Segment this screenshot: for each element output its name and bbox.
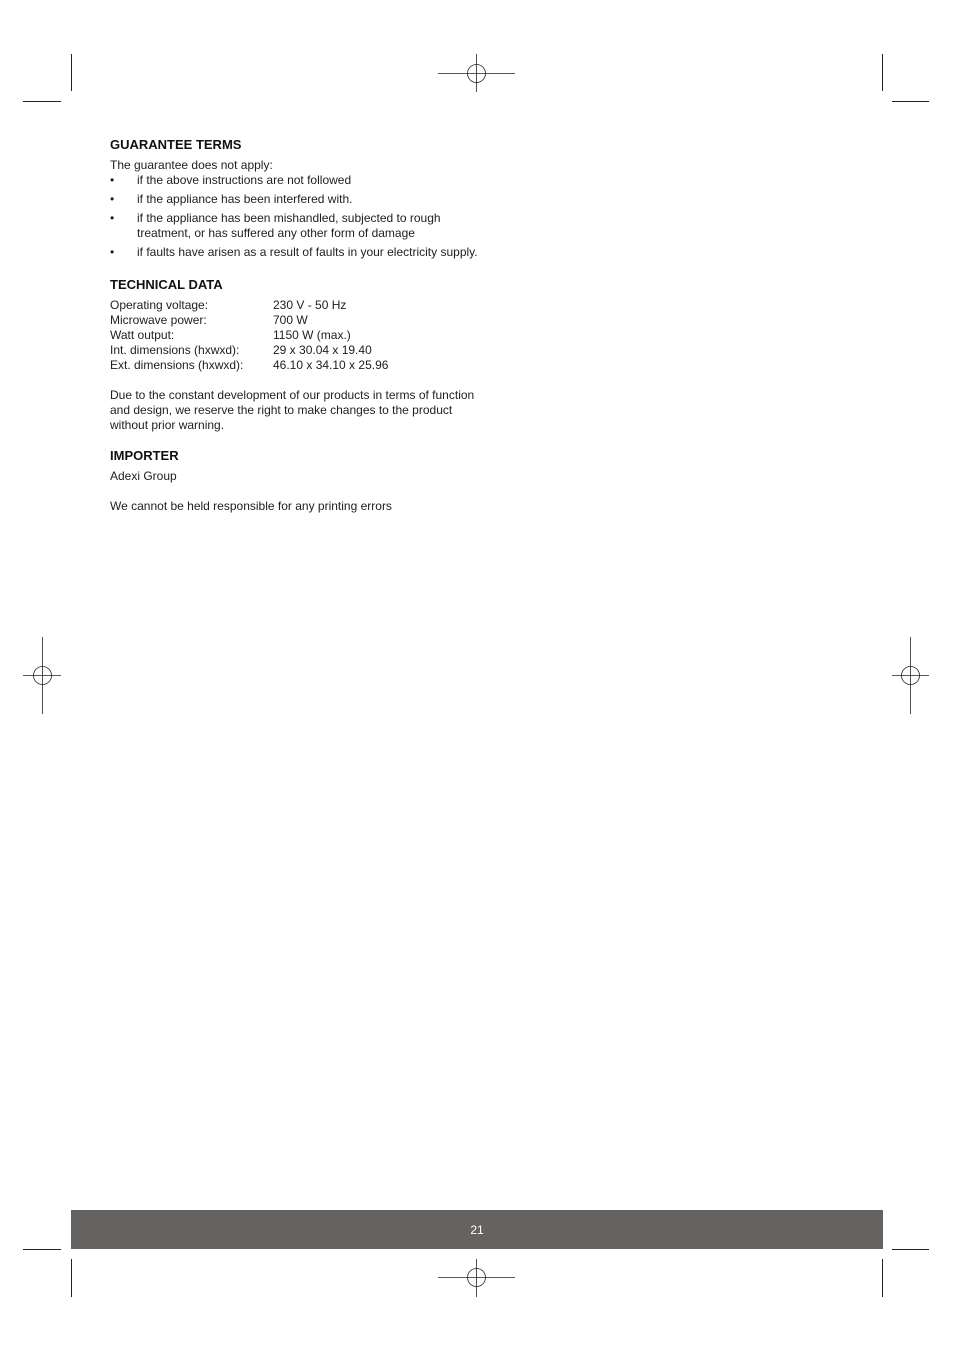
spec-label: Int. dimensions (hxwxd): <box>110 343 240 357</box>
list-item-text: if the above instructions are not followed <box>137 173 352 187</box>
spec-value: 29 x 30.04 x 19.40 <box>273 343 372 357</box>
importer-section <box>110 448 480 514</box>
table-row <box>110 328 388 343</box>
footer-bar <box>71 1210 883 1249</box>
content-column <box>110 137 480 514</box>
list-item-text: if faults have arisen as a result of faults in your electricity supply. <box>137 245 478 259</box>
spec-value: 700 W <box>273 313 308 327</box>
spec-label: Watt output: <box>110 328 175 342</box>
spec-label: Ext. dimensions (hxwxd): <box>110 358 244 372</box>
list-item-text: if the appliance has been mishandled, subjected to rough treatment, or has suffered any other form of damage <box>137 211 441 240</box>
guarantee-list <box>110 173 480 260</box>
list-item <box>110 245 480 260</box>
spec-value: 1150 W (max.) <box>273 328 351 342</box>
table-row <box>110 343 388 358</box>
table-row <box>110 298 388 313</box>
guarantee-heading: GUARANTEE TERMS <box>110 137 242 152</box>
technical-heading: TECHNICAL DATA <box>110 277 223 292</box>
development-note: Due to the constant development of our products in terms of function and design, we reserve the right to make changes to the product without prior warning. <box>110 388 475 432</box>
list-item <box>110 192 480 207</box>
list-item-text: if the appliance has been interfered with. <box>137 192 353 206</box>
bullet-icon: • <box>110 245 115 259</box>
bullet-icon: • <box>110 211 115 225</box>
spec-value: 230 V - 50 Hz <box>273 298 347 312</box>
spec-label: Microwave power: <box>110 313 207 327</box>
bullet-icon: • <box>110 173 115 187</box>
table-row <box>110 313 388 328</box>
technical-section <box>110 277 480 433</box>
bullet-icon: • <box>110 192 115 206</box>
list-item <box>110 173 480 188</box>
table-row <box>110 358 388 373</box>
guarantee-intro: The guarantee does not apply: <box>110 158 273 172</box>
importer-name: Adexi Group <box>110 469 177 483</box>
spec-value: 46.10 x 34.10 x 25.96 <box>273 358 389 372</box>
guarantee-section <box>110 137 480 260</box>
spec-table <box>110 298 388 373</box>
printing-disclaimer: We cannot be held responsible for any printing errors <box>110 499 392 513</box>
list-item <box>110 211 480 241</box>
spec-label: Operating voltage: <box>110 298 209 312</box>
importer-heading: IMPORTER <box>110 448 179 463</box>
page-number: 21 <box>470 1222 484 1237</box>
